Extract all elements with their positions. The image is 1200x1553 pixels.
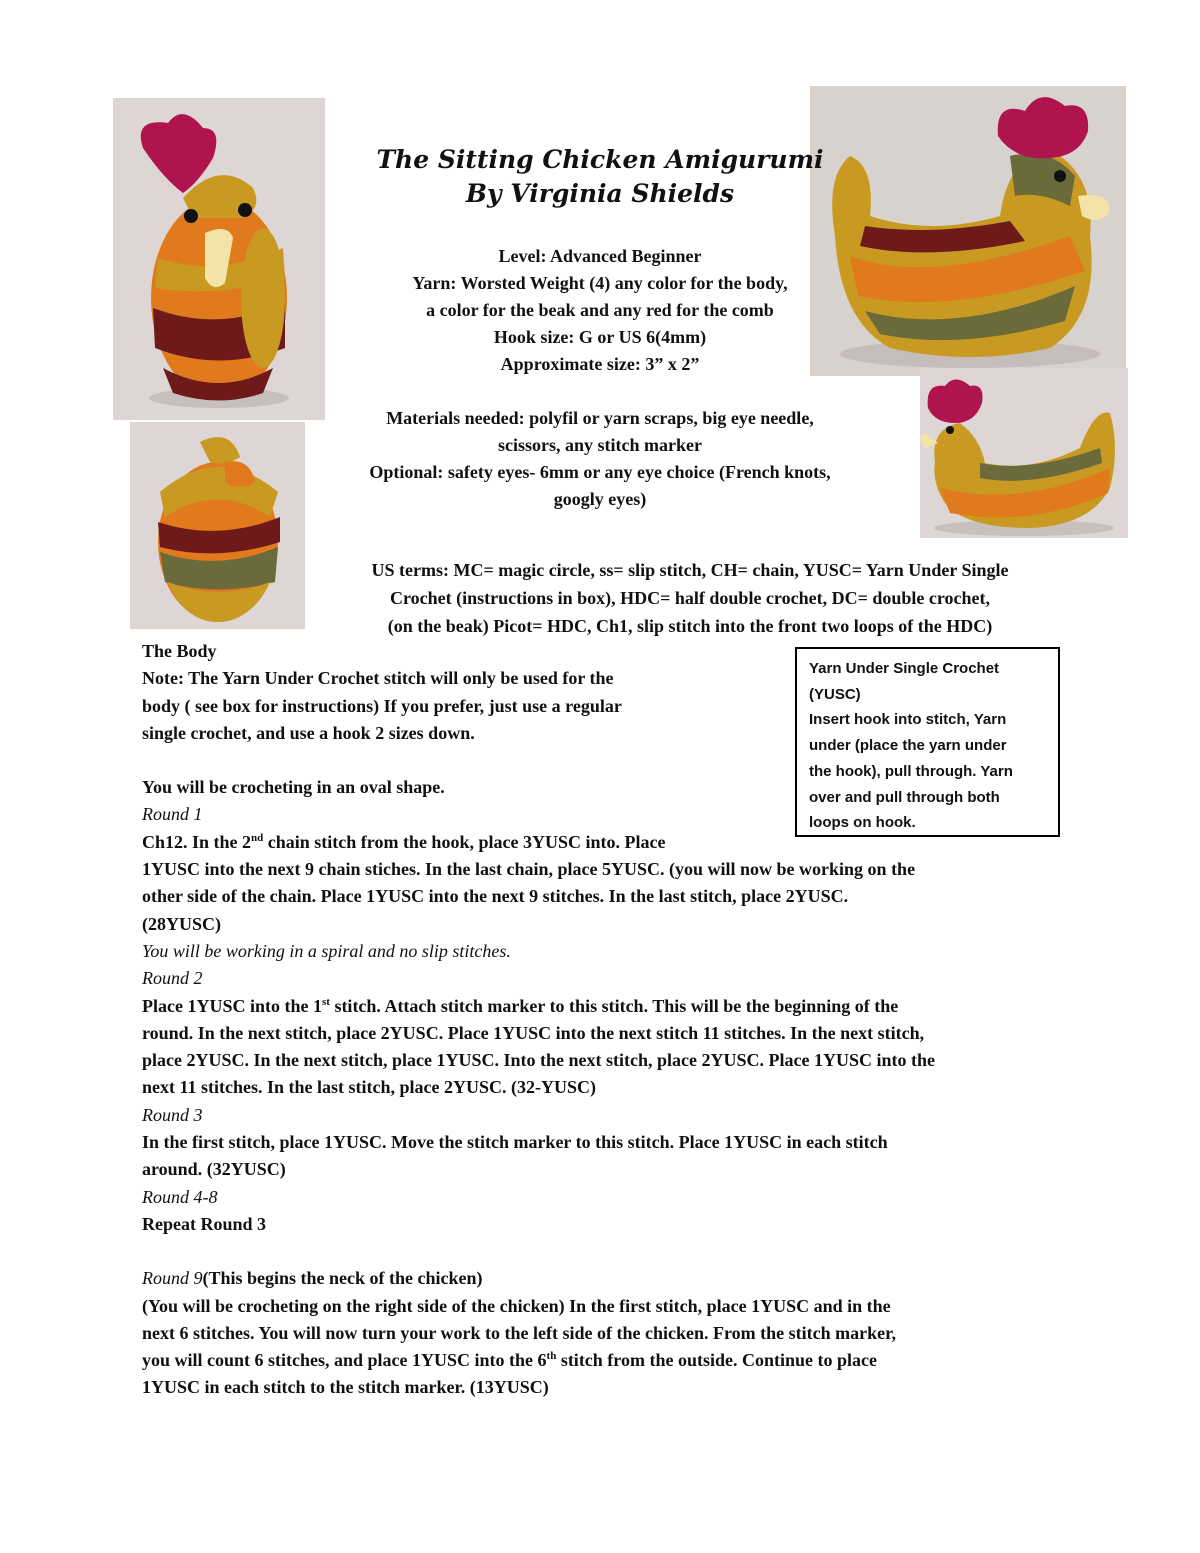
photo-chicken-front bbox=[113, 98, 325, 420]
box-line-5: loops on hook. bbox=[809, 814, 916, 832]
yarn-line-1: Yarn: Worsted Weight (4) any color for the body, bbox=[412, 273, 788, 293]
round-1-line-b: 1YUSC into the next 9 chain stiches. In the last chain, place 5YUSC. (you will now be working on the bbox=[142, 859, 916, 880]
materials-line-1: Materials needed: polyfil or yarn scraps, big eye needle, bbox=[386, 408, 814, 428]
spiral-note: You will be working in a spiral and no slip stitches. bbox=[142, 940, 511, 961]
terms-line-1: US terms: MC= magic circle, ss= slip stitch, CH= chain, YUSC= Yarn Under Single bbox=[371, 560, 1009, 580]
round-4-8-text: Repeat Round 3 bbox=[142, 1213, 267, 1234]
round-9-line-b: next 6 stitches. You will now turn your work to the left side of the chicken. From the stitch marker, bbox=[142, 1322, 896, 1343]
chicken-front-illustration bbox=[113, 98, 325, 420]
page-title: The Sitting Chicken Amigurumi bbox=[376, 145, 824, 174]
box-line-1: Insert hook into stitch, Yarn bbox=[809, 711, 1007, 729]
round-9-text-c1: you will count 6 stitches, and place 1YUSC into the 6 bbox=[142, 1350, 547, 1371]
round-2-line-c: place 2YUSC. In the next stitch, place 1YUSC. Into the next stitch, place 2YUSC. Place 1YUSC into the bbox=[142, 1050, 935, 1071]
round-9-line-c bbox=[142, 1347, 1062, 1374]
round-2-sup: st bbox=[321, 995, 330, 1008]
round-9-label: Round 9 bbox=[142, 1268, 203, 1289]
section-heading-body: The Body bbox=[142, 641, 217, 661]
round-1-text-a2: chain stitch from the hook, place 3YUSC into. Place bbox=[263, 831, 666, 852]
note-line-1: Note: The Yarn Under Crochet stitch will only be used for the bbox=[142, 668, 614, 689]
terms-line-2: Crochet (instructions in box), HDC= half double crochet, DC= double crochet, bbox=[389, 588, 990, 608]
round-4-8-label: Round 4-8 bbox=[142, 1186, 218, 1207]
round-1-line-c: other side of the chain. Place 1YUSC into the next 9 stitches. In the last stitch, place 2YUSC. bbox=[142, 886, 849, 907]
terms-line-3: (on the beak) Picot= HDC, Ch1, slip stitch into the front two loops of the HDC) bbox=[387, 616, 993, 636]
size-line: Approximate size: 3” x 2” bbox=[500, 354, 700, 374]
optional-line-1: Optional: safety eyes- 6mm or any eye choice (French knots, bbox=[369, 462, 831, 482]
round-2-label: Round 2 bbox=[142, 968, 203, 989]
round-9-sup: th bbox=[546, 1350, 557, 1363]
box-title-1: Yarn Under Single Crochet bbox=[809, 660, 1000, 677]
note-line-2: body ( see box for instructions) If you prefer, just use a regular bbox=[142, 695, 622, 716]
hook-line: Hook size: G or US 6(4mm) bbox=[493, 327, 707, 347]
author-line: By Virginia Shields bbox=[465, 179, 735, 208]
note-line-3: single crochet, and use a hook 2 sizes down. bbox=[142, 722, 475, 743]
round-1-line-d: (28YUSC) bbox=[142, 913, 221, 934]
round-2-line-a bbox=[142, 993, 1062, 1020]
body-instructions bbox=[142, 638, 1062, 1402]
round-3-label: Round 3 bbox=[142, 1104, 203, 1125]
round-2-text-a1: Place 1YUSC into the 1 bbox=[142, 995, 322, 1016]
header-block bbox=[300, 143, 900, 513]
round-3-line-b: around. (32YUSC) bbox=[142, 1159, 286, 1180]
round-9-label-note: (This begins the neck of the chicken) bbox=[202, 1268, 483, 1289]
level-line: Level: Advanced Beginner bbox=[498, 246, 702, 266]
round-1-sup: nd bbox=[251, 831, 264, 844]
round-9-text-c2: stitch from the outside. Continue to place bbox=[556, 1350, 877, 1371]
yarn-line-2: a color for the beak and any red for the comb bbox=[426, 300, 774, 320]
box-title-2: (YUSC) bbox=[809, 685, 861, 703]
round-2-line-d: next 11 stitches. In the last stitch, place 2YUSC. (32-YUSC) bbox=[142, 1077, 596, 1098]
materials-line-2: scissors, any stitch marker bbox=[498, 435, 702, 455]
round-9-heading bbox=[142, 1265, 1062, 1292]
box-line-4: over and pull through both bbox=[809, 788, 1000, 806]
round-9-line-d: 1YUSC in each stitch to the stitch marker. (13YUSC) bbox=[142, 1377, 549, 1398]
box-line-3: the hook), pull through. Yarn bbox=[809, 762, 1013, 780]
round-9-line-a: (You will be crocheting on the right side of the chicken) In the first stitch, place 1YUSC and in the bbox=[142, 1295, 891, 1316]
optional-line-2: googly eyes) bbox=[553, 489, 647, 509]
round-1-label: Round 1 bbox=[142, 804, 203, 825]
oval-line: You will be crocheting in an oval shape. bbox=[142, 777, 445, 798]
round-3-line-a: In the first stitch, place 1YUSC. Move the stitch marker to this stitch. Place 1YUSC in each stitch bbox=[142, 1132, 888, 1153]
round-2-text-a2: stitch. Attach stitch marker to this stitch. This will be the beginning of the bbox=[329, 995, 899, 1016]
photo-chicken-back bbox=[130, 422, 305, 629]
terms-block bbox=[300, 556, 1080, 640]
box-line-2: under (place the yarn under bbox=[809, 737, 1007, 755]
round-1-line-a bbox=[142, 829, 1062, 856]
photo-chicken-side-small bbox=[920, 368, 1128, 538]
round-2-line-b: round. In the next stitch, place 2YUSC. Place 1YUSC into the next stitch 11 stitches. In the next stitch, bbox=[142, 1022, 925, 1043]
chicken-side-small-illustration bbox=[920, 368, 1128, 538]
round-1-text-a1: Ch12. In the 2 bbox=[142, 831, 252, 852]
chicken-back-illustration bbox=[130, 422, 305, 629]
